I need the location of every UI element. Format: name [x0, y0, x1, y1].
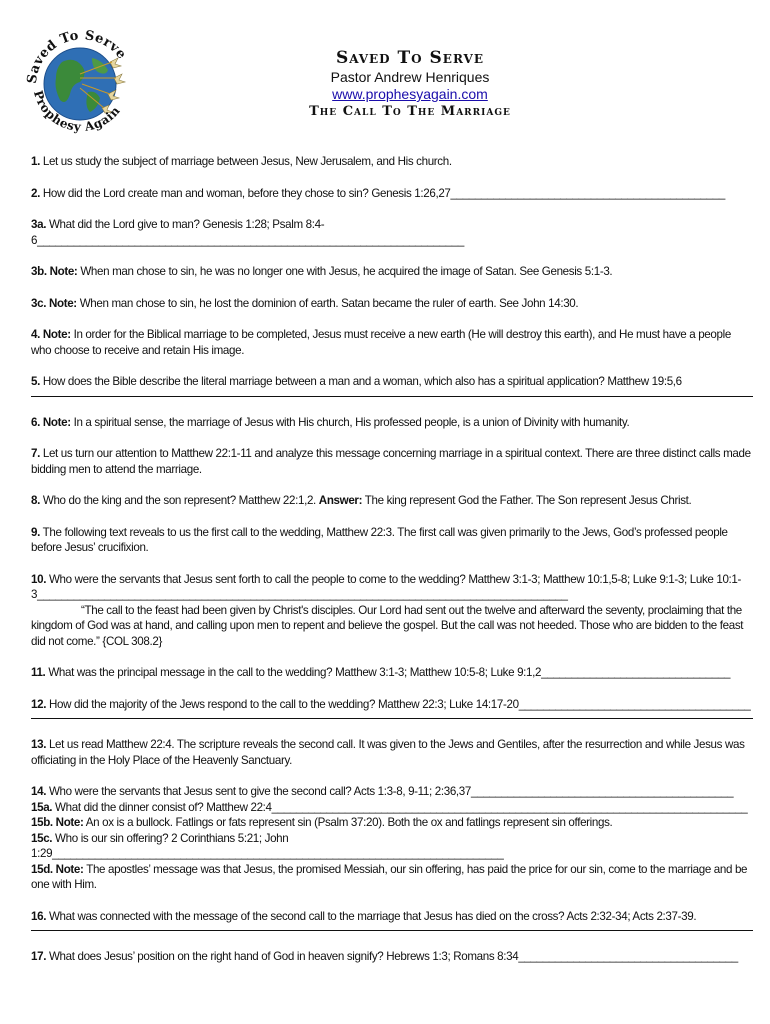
answer-line[interactable]	[31, 924, 753, 931]
answer-blank[interactable]: _______________________________________________________________________________________	[37, 588, 568, 601]
author-name: Pastor Andrew Henriques	[330, 69, 490, 85]
question-17: 17. What does Jesus’ position on the right hand of God in heaven signify? Hebrews 1:3; Romans 8:34____________________________________	[31, 950, 738, 963]
answer-blank[interactable]: _______________________________	[541, 666, 731, 679]
answer-blank[interactable]: _____________________________________________	[450, 186, 725, 200]
question-6-note: 6. Note: In a spiritual sense, the marriage of Jesus with His church, His professed people, is a union of Divinity with humanity.	[31, 415, 630, 429]
question-10: 10. Who were the servants that Jesus sent forth to call the people to come to the wedding? Matthew 3:1-3; Matthew 10:1,5-8; Luke 9:1-3; Luke 10:1-3_______________________________________________________________________________________	[31, 572, 742, 601]
col-quote: “The call to the feast had been given by Christ's disciples. Our Lord had sent out the twelve and afterward the seventy, proclaiming that the kingdom of God was at hand, and calling upon men to repent and believe the gospel. But the call was not heeded. Those who are bidden to the feast did not come.” {COL 308.2}	[31, 603, 744, 648]
saved-to-serve-logo	[22, 22, 140, 140]
question-15c: 15c. Who is our sin offering? 2 Corinthians 5:21; John 1:29__________________________________________________________________________	[31, 831, 504, 860]
answer-blank[interactable]: ___________________________________________	[471, 785, 734, 798]
answer-line[interactable]	[31, 390, 753, 397]
question-15a: 15a. What did the dinner consist of? Matthew 22:4______________________________________________________________________________	[31, 800, 748, 814]
question-8: 8. Who do the king and the son represent? Matthew 22:1,2. Answer: The king represent God the Father. The Son represent Jesus Christ.	[31, 494, 692, 507]
question-11: 11. What was the principal message in the call to the wedding? Matthew 3:1-3; Matthew 10:5-8; Luke 9:1,2_______________________________	[31, 666, 731, 679]
document-title: Saved To Serve	[336, 48, 484, 68]
logo-bottom-text: Prophesy Again	[30, 88, 123, 134]
question-13: 13. Let us read Matthew 22:4. The scripture reveals the second call. It was given to the Jews and Gentiles, after the resurrection and while Jesus was officiating in the Holy Place of the Heavenly Sanctuary.	[31, 738, 745, 767]
question-16: 16. What was connected with the message of the second call to the marriage that Jesus has died on the cross? Acts 2:32-34; Acts 2:37-39.	[31, 909, 697, 923]
answer-blank[interactable]: ____________________________________	[518, 950, 738, 963]
study-questions	[31, 154, 753, 965]
question-3b-note: 3b. Note: When man chose to sin, he was no longer one with Jesus, he acquired the image of Satan. See Genesis 5:1-3.	[31, 265, 613, 278]
document-header	[220, 48, 600, 121]
answer-line[interactable]	[31, 712, 753, 719]
website-link[interactable]: www.prophesyagain.com	[332, 86, 488, 102]
question-5: 5. How does the Bible describe the literal marriage between a man and a woman, which also has a spiritual application? Matthew 19:5,6	[31, 375, 682, 388]
logo-top-text: Saved To Serve	[24, 28, 130, 85]
answer-blank[interactable]: ______________________________________	[518, 697, 751, 711]
question-14: 14. Who were the servants that Jesus sent to give the second call? Acts 1:3-8, 9-11; 2:36,37___________________________________________	[31, 785, 734, 798]
question-15d-note: 15d. Note: The apostles’ message was that Jesus, the promised Messiah, our sin offering, has paid the price for our sin, come to the marriage and be one with Him.	[31, 862, 748, 891]
question-2: 2. How did the Lord create man and woman, before they chose to sin? Genesis 1:26,27_____________________________________________	[31, 186, 725, 200]
question-3a: 3a. What did the Lord give to man? Genesis 1:28; Psalm 8:4-6______________________________________________________________________	[31, 218, 464, 247]
question-7: 7. Let us turn our attention to Matthew 22:1-11 and analyze this message concerning marriage in a spiritual context. There are three distinct calls made bidding men to attend the marriage.	[31, 447, 751, 476]
document-subtitle: The Call To The Marriage	[309, 104, 511, 119]
question-4-note: 4. Note: In order for the Biblical marriage to be completed, Jesus must receive a new earth (He will destroy this earth), and He must have a people who choose to receive and retain His image.	[31, 328, 731, 357]
answer-blank[interactable]: ______________________________________________________________________	[37, 233, 464, 247]
question-12: 12. How did the majority of the Jews respond to the call to the wedding? Matthew 22:3; Luke 14:17-20______________________________________	[31, 697, 751, 711]
answer-blank[interactable]: __________________________________________________________________________	[52, 847, 504, 860]
question-1: 1. Let us study the subject of marriage between Jesus, New Jerusalem, and His church.	[31, 155, 452, 168]
question-9: 9. The following text reveals to us the first call to the wedding, Matthew 22:3. The first call was given primarily to the Jews, God’s professed people before Jesus’ crucifixion.	[31, 525, 728, 554]
question-15b-note: 15b. Note: An ox is a bullock. Fatlings or fats represent sin (Psalm 37:20). Both the ox and fatlings represent sin offerings.	[31, 816, 613, 829]
question-3c-note: 3c. Note: When man chose to sin, he lost the dominion of earth. Satan became the ruler of earth. See John 14:30.	[31, 296, 579, 310]
answer-blank[interactable]: ______________________________________________________________________________	[271, 800, 748, 814]
